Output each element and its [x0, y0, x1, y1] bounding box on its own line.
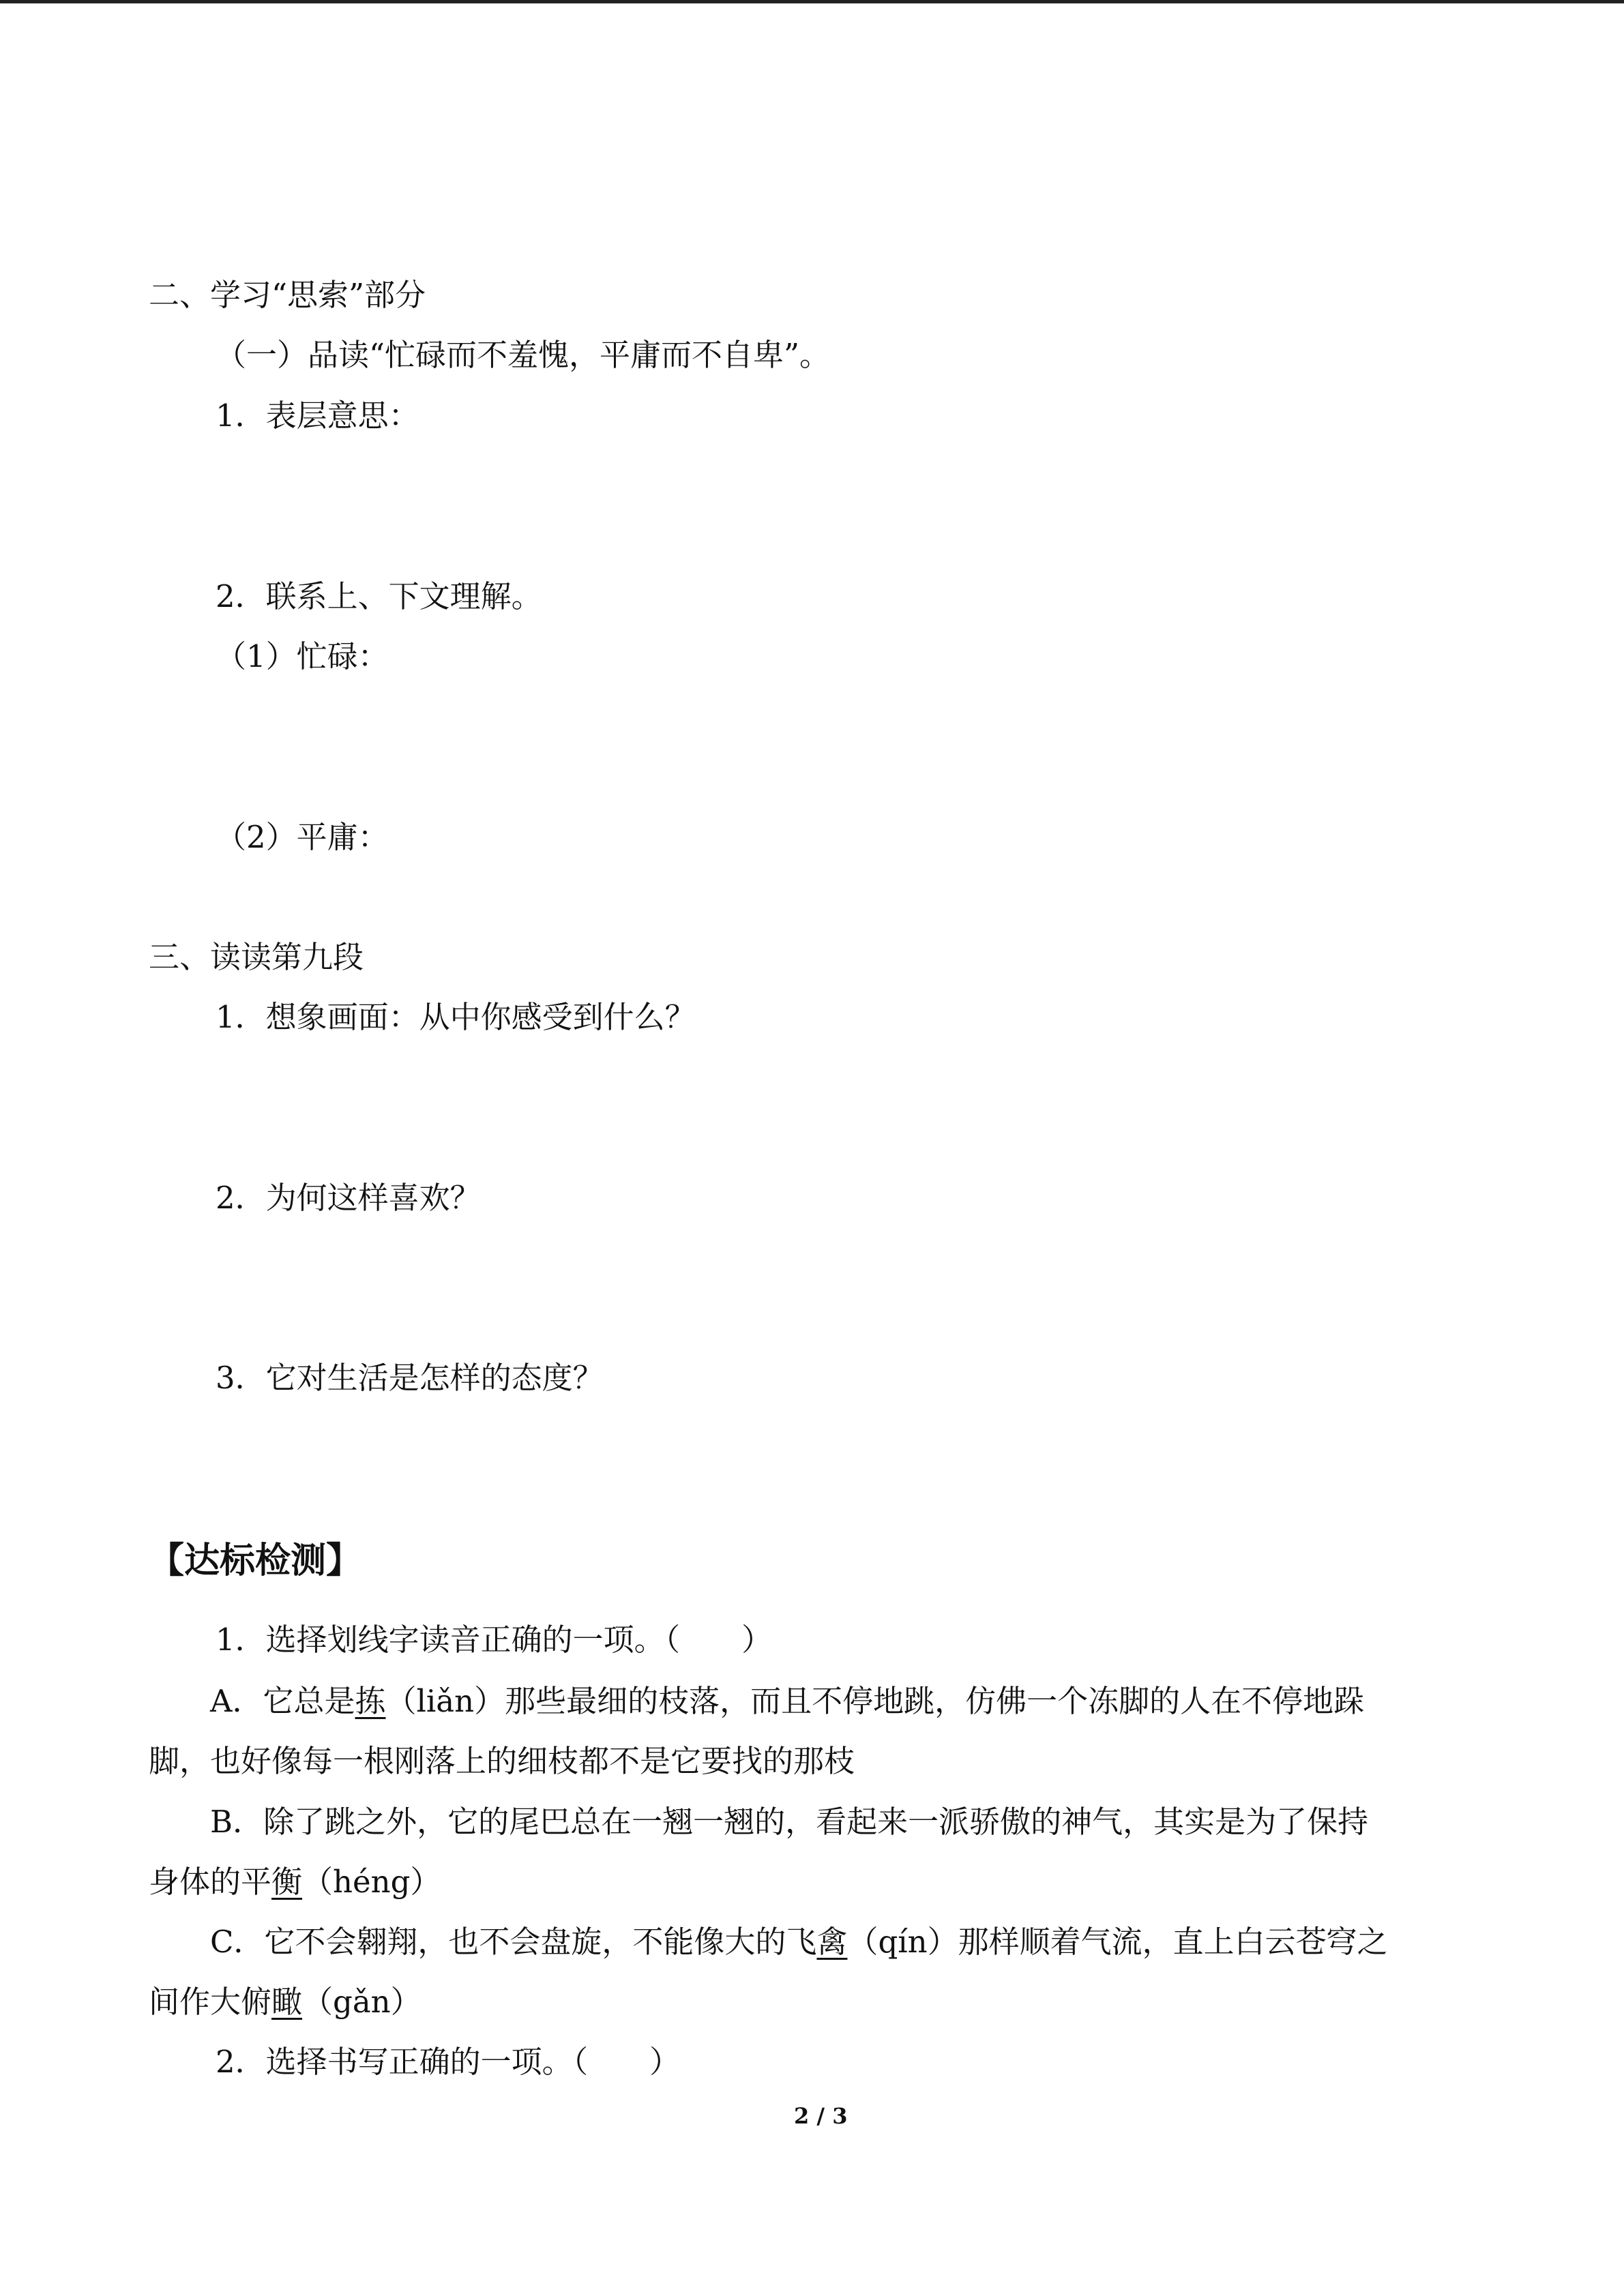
option-b-line2 — [149, 1862, 441, 1903]
option-b-line1: B．除了跳之外，它的尾巴总在一翘一翘的，看起来一派骄傲的神气，其实是为了保持 — [210, 1804, 1369, 1840]
option-b-post: （héng） — [302, 1864, 441, 1900]
option-a-underlined-char: 拣 — [355, 1683, 386, 1719]
section2-q2: 2．联系上、下文理解。 — [216, 578, 542, 614]
assessment-q1: 1．选择划线字读音正确的一项。（ ） — [216, 1622, 773, 1658]
section3-title: 三、读读第九段 — [149, 939, 364, 975]
section2-q2b: （2）平庸： — [216, 819, 389, 855]
option-c-pre2: 间作大俯 — [149, 1984, 272, 2020]
option-a-pre: A．它总是 — [210, 1683, 355, 1719]
option-b-underlined-char: 衡 — [271, 1864, 303, 1900]
option-c-post2: （gǎn） — [302, 1984, 422, 2020]
page-number: 2 / 3 — [794, 2103, 848, 2129]
option-a-line2: 脚，也好像每一根刚落上的细枝都不是它要找的那枝 — [149, 1743, 855, 1779]
option-c-line2 — [149, 1982, 422, 2023]
section2-sub1: （一）品读“忙碌而不羞愧，平庸而不自卑”。 — [216, 337, 831, 373]
section3-q3: 3．它对生活是怎样的态度？ — [216, 1360, 604, 1396]
option-c-underlined-char-2: 瞰 — [271, 1984, 303, 2020]
page-top-border — [0, 0, 1624, 3]
assessment-q2: 2．选择书写正确的一项。（ ） — [216, 2044, 681, 2080]
section3-q1: 1．想象画面：从中你感受到什么？ — [216, 999, 696, 1035]
option-c-line1 — [210, 1922, 1388, 1963]
option-a-post: （liǎn）那些最细的枝落，而且不停地跳，仿佛一个冻脚的人在不停地跺 — [385, 1683, 1365, 1719]
section2-title: 二、学习“思索”部分 — [149, 277, 426, 313]
option-c-pre: C．它不会翱翔，也不会盘旋，不能像大的飞 — [210, 1924, 817, 1960]
section2-q1: 1．表层意思： — [216, 398, 419, 434]
assessment-heading: 【达标检测】 — [149, 1540, 362, 1581]
option-c-post: （qín）那样顺着气流，直上白云苍穹之 — [847, 1924, 1388, 1960]
section3-q2: 2．为何这样喜欢？ — [216, 1180, 481, 1216]
option-b-pre: 身体的平 — [149, 1864, 272, 1900]
option-c-underlined-char: 禽 — [816, 1924, 848, 1960]
option-a-line1 — [210, 1681, 1364, 1722]
section2-q2a: （1）忙碌： — [216, 638, 389, 674]
